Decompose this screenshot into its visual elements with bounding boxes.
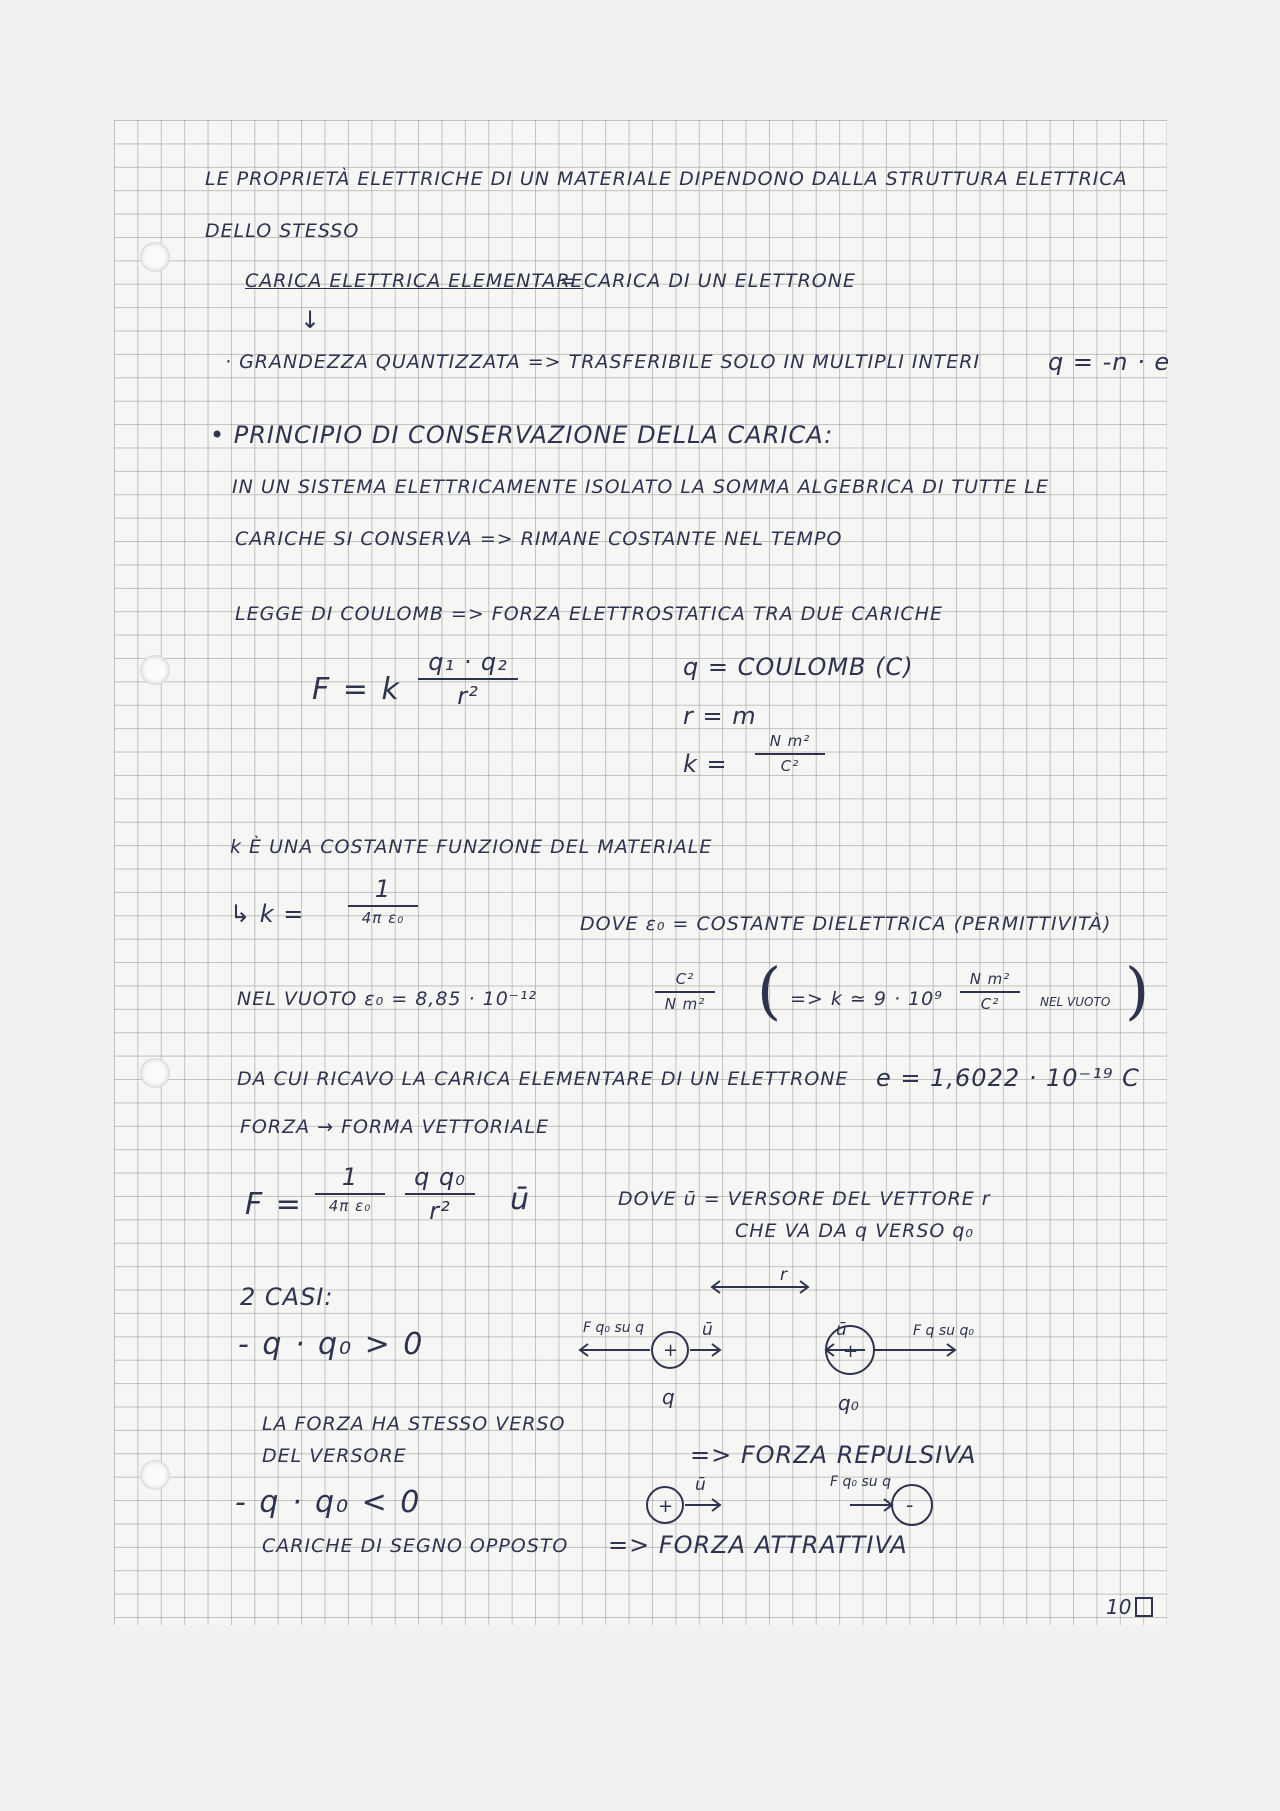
vector-where-2: CHE VA DA q VERSO q₀ (735, 1220, 975, 1242)
conservation-line-1: IN UN SISTEMA ELETTRICAMENTE ISOLATO LA SOMMA ALGEBRICA DI TUTTE LE (232, 476, 1049, 498)
page-number: 10 (1106, 1595, 1132, 1619)
case-1-note-1: LA FORZA HA STESSO VERSO (262, 1413, 566, 1435)
k-definition-denominator: 4π ε₀ (361, 909, 405, 927)
versor-label-2: ū (836, 1320, 847, 1340)
k-note: k È UNA COSTANTE FUNZIONE DEL MATERIALE (230, 836, 713, 858)
charge-title: CARICA ELETTRICA ELEMENTARE (245, 270, 584, 292)
coulomb-denominator: r² (457, 682, 479, 710)
vector-versor: ū (510, 1182, 532, 1217)
force-q0-on-q-label: F q₀ su q (583, 1320, 644, 1336)
intro-line-1: LE PROPRIETÀ ELETTRICHE DI UN MATERIALE DIPENDONO DALLA STRUTTURA ELETTRICA (205, 168, 1128, 190)
charge-q-plus: + (663, 1340, 679, 1361)
case-1-note-2: DEL VERSORE (262, 1445, 407, 1467)
attractive-plus: + (658, 1496, 674, 1517)
case-2: - q · q₀ < 0 (235, 1485, 422, 1520)
electron-text: DA CUI RICAVO LA CARICA ELEMENTARE DI UN ELETTRONE (237, 1068, 849, 1090)
electron-charge-value: e = 1,6022 · 10⁻¹⁹ C (876, 1064, 1140, 1092)
charge-q-label: q (662, 1385, 675, 1409)
conservation-title: • PRINCIPIO DI CONSERVAZIONE DELLA CARICA: (210, 421, 834, 449)
vacuum-denominator: N m² (664, 995, 706, 1013)
down-arrow-icon: ↓ (300, 306, 322, 334)
k-vacuum-tail: NEL VUOTO (1040, 995, 1111, 1009)
attractive-versor-label: ū (695, 1475, 706, 1495)
k-vacuum-numerator: N m² (969, 970, 1011, 988)
case-1-result: => FORZA REPULSIVA (690, 1441, 977, 1469)
k-vacuum-denominator: C² (980, 995, 1000, 1013)
vector-denominator-1: 4π ε₀ (328, 1197, 372, 1215)
charge-q0-plus: + (843, 1341, 859, 1362)
coulomb-numerator: q₁ · q₂ (428, 648, 508, 676)
intro-line-2: DELLO STESSO (205, 220, 360, 242)
vector-denominator-2: r² (429, 1197, 451, 1225)
k-definition: ↳ k = (230, 900, 305, 928)
k-vacuum: => k ≃ 9 · 10⁹ (790, 988, 943, 1010)
attractive-force-label: F q₀ su q (830, 1474, 891, 1490)
quantized-text: · GRANDEZZA QUANTIZZATA => TRASFERIBILE SOLO IN MULTIPLI INTERI (225, 351, 981, 373)
charge-q0-label: q₀ (838, 1391, 859, 1415)
quantized-formula: q = -n · e (1048, 348, 1171, 376)
attractive-minus: - (906, 1493, 914, 1517)
unit-q: q = COULOMB (C) (683, 653, 914, 681)
conservation-line-2: CARICHE SI CONSERVA => RIMANE COSTANTE NEL TEMPO (235, 528, 843, 550)
left-paren: ( (757, 954, 782, 1027)
vector-numerator-2: q q₀ (414, 1163, 466, 1191)
vacuum-permittivity: NEL VUOTO ε₀ = 8,85 · 10⁻¹² (237, 988, 538, 1010)
unit-r: r = m (683, 702, 757, 730)
vector-where-1: DOVE ū = VERSORE DEL VETTORE r (618, 1188, 991, 1210)
versor-label-1: ū (702, 1320, 713, 1340)
case-1: - q · q₀ > 0 (238, 1327, 425, 1362)
k-definition-numerator: 1 (374, 875, 392, 903)
cases-title: 2 CASI: (240, 1283, 334, 1311)
vector-numerator-1: 1 (341, 1163, 359, 1191)
page-number-box (1136, 1598, 1152, 1616)
unit-k-denominator: C² (780, 757, 800, 775)
unit-k: k = (683, 750, 728, 778)
charge-definition: = CARICA DI UN ELETTRONE (560, 270, 856, 292)
vector-title: FORZA → FORMA VETTORIALE (240, 1116, 550, 1138)
distance-label: r (780, 1265, 787, 1285)
coulomb-F: F = k (312, 672, 401, 707)
epsilon-definition: DOVE ε₀ = COSTANTE DIELETTRICA (PERMITTIVITÀ) (580, 913, 1112, 935)
vacuum-numerator: C² (675, 970, 695, 988)
coulomb-title: LEGGE DI COULOMB => FORZA ELETTROSTATICA TRA DUE CARICHE (235, 603, 943, 625)
force-q-on-q0-label: F q su q₀ (913, 1323, 974, 1339)
right-paren: ) (1125, 954, 1150, 1027)
case-2-result: => FORZA ATTRATTIVA (608, 1531, 908, 1559)
unit-k-numerator: N m² (769, 732, 811, 750)
case-2-note: CARICHE DI SEGNO OPPOSTO (262, 1535, 569, 1557)
vector-F: F = (245, 1187, 303, 1222)
